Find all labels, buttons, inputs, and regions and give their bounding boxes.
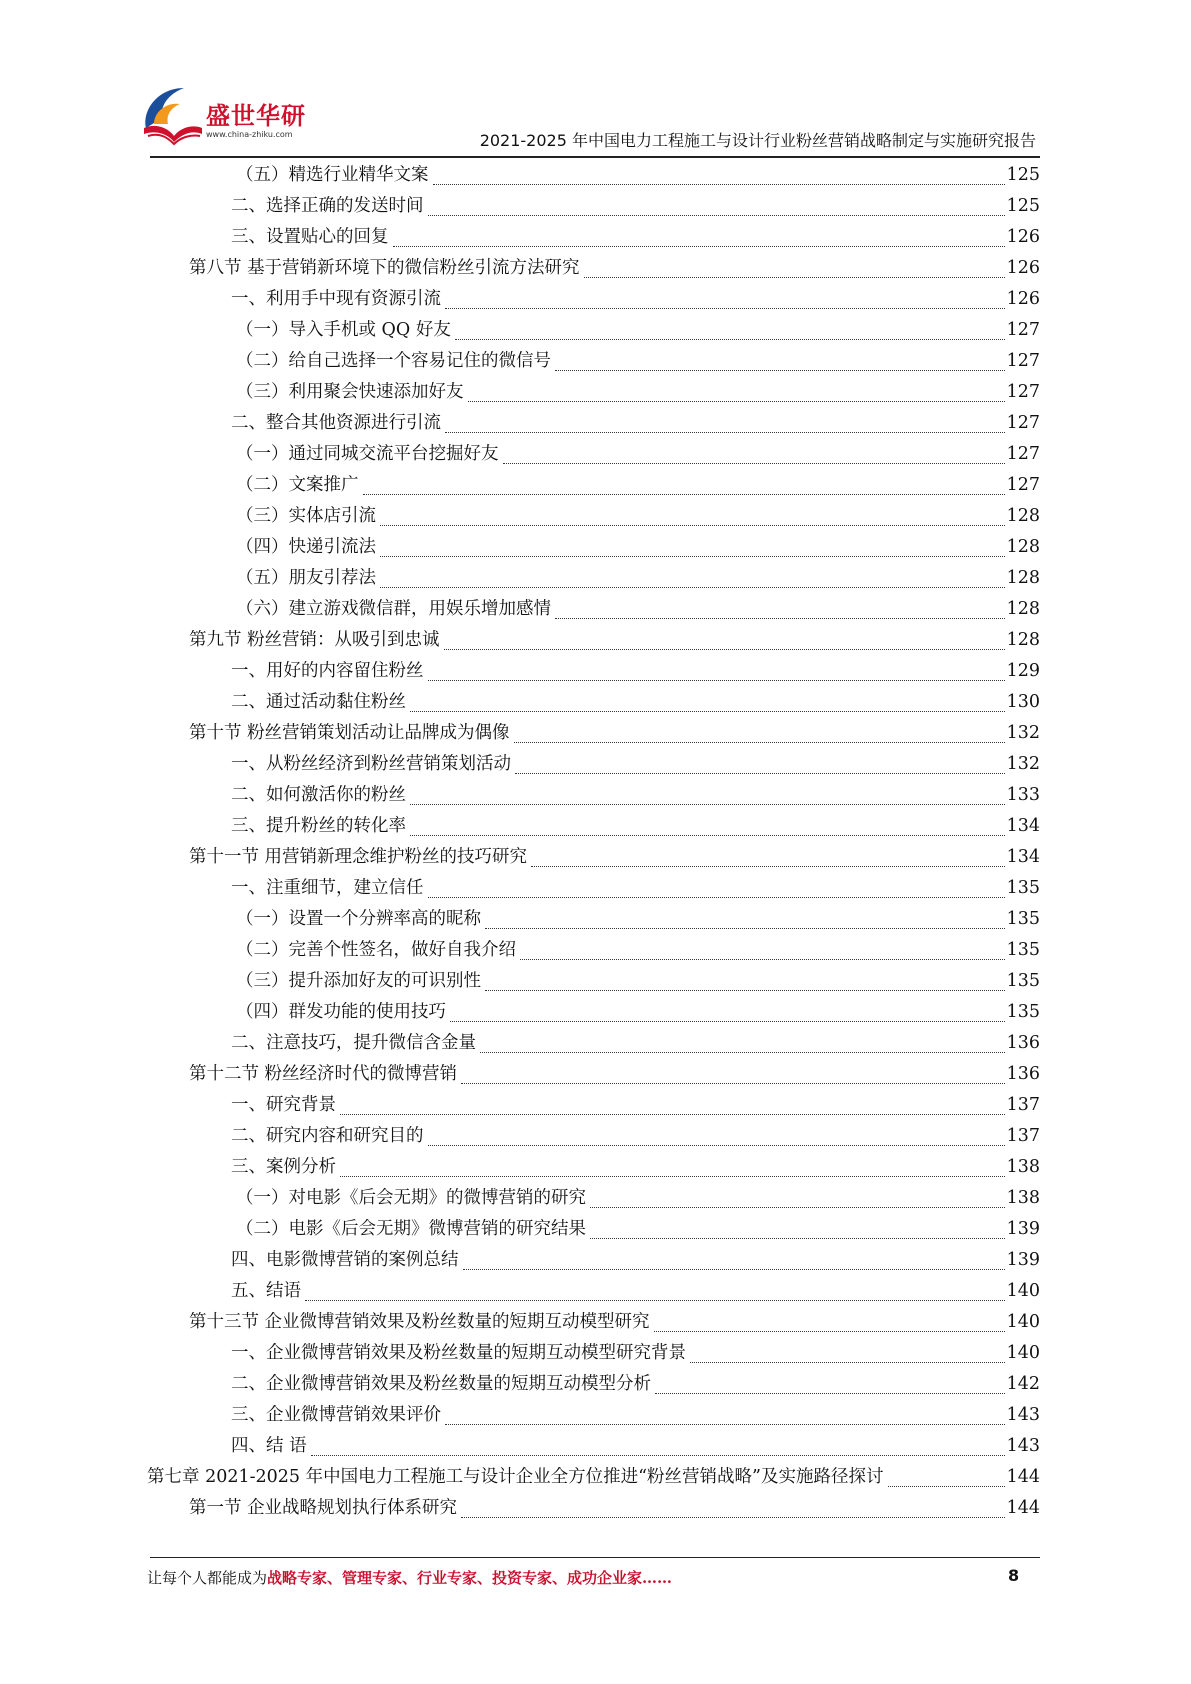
toc-entry-title: 五、结语 bbox=[231, 1281, 301, 1301]
toc-entry[interactable] bbox=[236, 439, 1040, 470]
toc-leader-dots bbox=[480, 1052, 1005, 1053]
toc-entry-title: （一）设置一个分辨率高的昵称 bbox=[236, 909, 481, 929]
toc-leader-dots bbox=[485, 928, 1005, 929]
toc-entry-title: 第八节 基于营销新环境下的微信粉丝引流方法研究 bbox=[189, 258, 580, 278]
company-logo bbox=[140, 84, 320, 154]
toc-entry-page: 128 bbox=[1006, 630, 1040, 650]
toc-entry[interactable] bbox=[231, 780, 1040, 811]
toc-entry-page: 137 bbox=[1006, 1126, 1040, 1146]
toc-entry-title: （二）给自己选择一个容易记住的微信号 bbox=[236, 351, 551, 371]
toc-leader-dots bbox=[520, 959, 1005, 960]
toc-entry[interactable] bbox=[231, 408, 1040, 439]
toc-entry-page: 143 bbox=[1006, 1405, 1040, 1425]
toc-entry-title: 第七章 2021-2025 年中国电力工程施工与设计企业全方位推进“粉丝营销战略”及实施路径探讨 bbox=[147, 1467, 884, 1487]
toc-entry-title: 第一节 企业战略规划执行体系研究 bbox=[189, 1498, 458, 1518]
toc-entry[interactable] bbox=[236, 966, 1040, 997]
toc-leader-dots bbox=[428, 215, 1005, 216]
toc-entry-page: 133 bbox=[1006, 785, 1040, 805]
toc-entry-page: 135 bbox=[1006, 940, 1040, 960]
toc-entry-page: 134 bbox=[1006, 816, 1040, 836]
toc-entry[interactable] bbox=[231, 222, 1040, 253]
toc-entry-page: 127 bbox=[1006, 444, 1040, 464]
toc-entry-title: （四）快递引流法 bbox=[236, 537, 376, 557]
toc-leader-dots bbox=[461, 1083, 1005, 1084]
toc-entry-page: 127 bbox=[1006, 351, 1040, 371]
toc-entry-title: 三、提升粉丝的转化率 bbox=[231, 816, 406, 836]
footer-slogan bbox=[147, 1567, 672, 1588]
toc-entry-page: 135 bbox=[1006, 878, 1040, 898]
toc-entry-title: 第十三节 企业微博营销效果及粉丝数量的短期互动模型研究 bbox=[189, 1312, 650, 1332]
toc-leader-dots bbox=[514, 742, 1005, 743]
toc-entry-title: （三）提升添加好友的可识别性 bbox=[236, 971, 481, 991]
toc-entry-page: 132 bbox=[1006, 723, 1040, 743]
toc-entry-page: 144 bbox=[1006, 1467, 1040, 1487]
toc-entry[interactable] bbox=[189, 842, 1040, 873]
toc-entry-title: （三）利用聚会快速添加好友 bbox=[236, 382, 464, 402]
toc-leader-dots bbox=[450, 1021, 1005, 1022]
toc-entry[interactable] bbox=[231, 1400, 1040, 1431]
toc-entry-title: 第九节 粉丝营销：从吸引到忠诚 bbox=[189, 630, 440, 650]
toc-entry-page: 135 bbox=[1006, 1002, 1040, 1022]
toc-entry-page: 128 bbox=[1006, 537, 1040, 557]
toc-entry-page: 140 bbox=[1006, 1312, 1040, 1332]
page-number: 8 bbox=[1008, 1566, 1020, 1585]
toc-entry-page: 143 bbox=[1006, 1436, 1040, 1456]
toc-entry-title: 一、从粉丝经济到粉丝营销策划活动 bbox=[231, 754, 511, 774]
toc-entry-title: 二、整合其他资源进行引流 bbox=[231, 413, 441, 433]
toc-entry-page: 125 bbox=[1006, 196, 1040, 216]
toc-entry[interactable] bbox=[189, 625, 1040, 656]
toc-entry[interactable] bbox=[236, 532, 1040, 563]
toc-leader-dots bbox=[463, 1269, 1005, 1270]
toc-leader-dots bbox=[410, 804, 1005, 805]
slogan-highlight: 战略专家、管理专家、行业专家、投资专家、成功企业家…… bbox=[267, 1569, 673, 1587]
toc-leader-dots bbox=[461, 1517, 1005, 1518]
toc-leader-dots bbox=[888, 1486, 1005, 1487]
toc-entry[interactable] bbox=[236, 315, 1040, 346]
toc-entry-title: 二、如何激活你的粉丝 bbox=[231, 785, 406, 805]
report-title: 2021-2025 年中国电力工程施工与设计行业粉丝营销战略制定与实施研究报告 bbox=[479, 131, 1036, 150]
toc-entry[interactable] bbox=[189, 253, 1040, 284]
toc-leader-dots bbox=[455, 339, 1005, 340]
toc-entry-page: 140 bbox=[1006, 1281, 1040, 1301]
toc-leader-dots bbox=[445, 1424, 1005, 1425]
toc-entry-page: 136 bbox=[1006, 1033, 1040, 1053]
toc-leader-dots bbox=[468, 401, 1005, 402]
toc-entry-title: （四）群发功能的使用技巧 bbox=[236, 1002, 446, 1022]
toc-leader-dots bbox=[410, 711, 1005, 712]
toc-entry[interactable] bbox=[236, 594, 1040, 625]
toc-entry-page: 128 bbox=[1006, 599, 1040, 619]
toc-leader-dots bbox=[655, 1393, 1005, 1394]
toc-entry[interactable] bbox=[236, 1183, 1040, 1214]
toc-entry[interactable] bbox=[189, 1493, 1040, 1524]
toc-entry-title: 四、电影微博营销的案例总结 bbox=[231, 1250, 459, 1270]
toc-entry[interactable] bbox=[231, 1245, 1040, 1276]
toc-leader-dots bbox=[393, 246, 1005, 247]
toc-entry-title: 二、通过活动黏住粉丝 bbox=[231, 692, 406, 712]
toc-leader-dots bbox=[445, 308, 1005, 309]
toc-entry-title: （六）建立游戏微信群，用娱乐增加感情 bbox=[236, 599, 551, 619]
toc-entry[interactable] bbox=[236, 501, 1040, 532]
toc-entry-page: 135 bbox=[1006, 971, 1040, 991]
slogan-lead: 让每个人都能成为 bbox=[147, 1569, 268, 1587]
toc-entry-page: 127 bbox=[1006, 413, 1040, 433]
toc-entry-page: 139 bbox=[1006, 1219, 1040, 1239]
toc-entry-page: 140 bbox=[1006, 1343, 1040, 1363]
toc-entry-title: 三、企业微博营销效果评价 bbox=[231, 1405, 441, 1425]
logo-icon bbox=[140, 84, 204, 146]
toc-entry-title: 二、研究内容和研究目的 bbox=[231, 1126, 424, 1146]
toc-entry-page: 138 bbox=[1006, 1188, 1040, 1208]
toc-leader-dots bbox=[445, 432, 1005, 433]
toc-entry-page: 126 bbox=[1006, 289, 1040, 309]
toc-leader-dots bbox=[485, 990, 1005, 991]
toc-entry-page: 126 bbox=[1006, 227, 1040, 247]
toc-entry-page: 138 bbox=[1006, 1157, 1040, 1177]
toc-entry[interactable] bbox=[231, 656, 1040, 687]
toc-entry-page: 144 bbox=[1006, 1498, 1040, 1518]
toc-entry-page: 137 bbox=[1006, 1095, 1040, 1115]
footer-divider bbox=[150, 1557, 1040, 1558]
toc-entry-title: （五）精选行业精华文案 bbox=[236, 165, 429, 185]
toc-entry[interactable] bbox=[236, 377, 1040, 408]
toc-entry-page: 139 bbox=[1006, 1250, 1040, 1270]
toc-leader-dots bbox=[428, 897, 1005, 898]
toc-entry-title: （五）朋友引荐法 bbox=[236, 568, 376, 588]
toc-leader-dots bbox=[380, 556, 1005, 557]
toc-entry-title: 二、注意技巧，提升微信含金量 bbox=[231, 1033, 476, 1053]
toc-entry-title: （一）对电影《后会无期》的微博营销的研究 bbox=[236, 1188, 586, 1208]
toc-entry[interactable] bbox=[147, 1462, 1040, 1493]
header-divider bbox=[150, 156, 1040, 158]
toc-leader-dots bbox=[531, 866, 1005, 867]
toc-leader-dots bbox=[515, 773, 1005, 774]
toc-entry-title: （二）电影《后会无期》微博营销的研究结果 bbox=[236, 1219, 586, 1239]
toc-leader-dots bbox=[555, 618, 1005, 619]
toc-entry-title: 四、结 语 bbox=[231, 1436, 307, 1456]
toc-entry-title: 第十一节 用营销新理念维护粉丝的技巧研究 bbox=[189, 847, 528, 867]
toc-entry-title: 第十节 粉丝营销策划活动让品牌成为偶像 bbox=[189, 723, 510, 743]
toc-leader-dots bbox=[503, 463, 1005, 464]
toc-leader-dots bbox=[433, 184, 1005, 185]
toc-entry-page: 134 bbox=[1006, 847, 1040, 867]
toc-entry[interactable] bbox=[231, 1121, 1040, 1152]
toc-leader-dots bbox=[590, 1238, 1005, 1239]
toc-entry[interactable] bbox=[231, 1276, 1040, 1307]
toc-entry-page: 142 bbox=[1006, 1374, 1040, 1394]
toc-entry-title: （二）完善个性签名，做好自我介绍 bbox=[236, 940, 516, 960]
toc-entry[interactable] bbox=[231, 1152, 1040, 1183]
toc-entry[interactable] bbox=[231, 1338, 1040, 1369]
toc-leader-dots bbox=[305, 1300, 1005, 1301]
toc-entry[interactable] bbox=[236, 904, 1040, 935]
toc-entry-page: 127 bbox=[1006, 382, 1040, 402]
toc-entry-title: （一）导入手机或 QQ 好友 bbox=[236, 320, 451, 340]
brand-url: www.china-zhiku.com bbox=[206, 130, 293, 139]
toc-entry-title: 二、选择正确的发送时间 bbox=[231, 196, 424, 216]
toc-entry-page: 128 bbox=[1006, 568, 1040, 588]
toc-entry-title: 三、案例分析 bbox=[231, 1157, 336, 1177]
toc-entry[interactable] bbox=[236, 997, 1040, 1028]
toc-leader-dots bbox=[340, 1114, 1005, 1115]
toc-entry[interactable] bbox=[231, 1090, 1040, 1121]
toc-entry-title: 二、企业微博营销效果及粉丝数量的短期互动模型分析 bbox=[231, 1374, 651, 1394]
toc-entry[interactable] bbox=[231, 284, 1040, 315]
page-header bbox=[0, 0, 1191, 160]
toc-entry-title: 一、用好的内容留住粉丝 bbox=[231, 661, 424, 681]
toc-leader-dots bbox=[340, 1176, 1005, 1177]
toc-entry-title: （三）实体店引流 bbox=[236, 506, 376, 526]
toc-entry[interactable] bbox=[236, 470, 1040, 501]
toc-entry-title: 第十二节 粉丝经济时代的微博营销 bbox=[189, 1064, 458, 1084]
toc-entry[interactable] bbox=[231, 1369, 1040, 1400]
toc-entry[interactable] bbox=[236, 935, 1040, 966]
toc-entry[interactable] bbox=[231, 1431, 1040, 1462]
toc-entry-page: 136 bbox=[1006, 1064, 1040, 1084]
toc-entry-page: 135 bbox=[1006, 909, 1040, 929]
toc-leader-dots bbox=[380, 525, 1005, 526]
toc-entry-page: 130 bbox=[1006, 692, 1040, 712]
toc-entry-title: （二）文案推广 bbox=[236, 475, 359, 495]
brand-name: 盛世华研 bbox=[206, 102, 306, 130]
toc-entry-title: 一、利用手中现有资源引流 bbox=[231, 289, 441, 309]
toc-entry[interactable] bbox=[231, 811, 1040, 842]
toc-entry[interactable] bbox=[236, 160, 1040, 191]
toc-leader-dots bbox=[380, 587, 1005, 588]
toc-leader-dots bbox=[584, 277, 1005, 278]
toc-leader-dots bbox=[311, 1455, 1005, 1456]
toc-leader-dots bbox=[654, 1331, 1005, 1332]
toc-entry-page: 129 bbox=[1006, 661, 1040, 681]
toc-entry-page: 127 bbox=[1006, 320, 1040, 340]
toc-leader-dots bbox=[690, 1362, 1005, 1363]
toc-entry-page: 125 bbox=[1006, 165, 1040, 185]
toc-entry[interactable] bbox=[236, 563, 1040, 594]
toc-leader-dots bbox=[555, 370, 1005, 371]
toc-entry[interactable] bbox=[189, 718, 1040, 749]
toc-entry[interactable] bbox=[236, 346, 1040, 377]
toc-entry-title: 一、企业微博营销效果及粉丝数量的短期互动模型研究背景 bbox=[231, 1343, 686, 1363]
toc-entry[interactable] bbox=[231, 687, 1040, 718]
toc-leader-dots bbox=[428, 1145, 1005, 1146]
toc-entry[interactable] bbox=[189, 1307, 1040, 1338]
toc-entry-title: 三、设置贴心的回复 bbox=[231, 227, 389, 247]
toc-entry[interactable] bbox=[231, 191, 1040, 222]
toc-entry-title: 一、研究背景 bbox=[231, 1095, 336, 1115]
toc-leader-dots bbox=[363, 494, 1005, 495]
toc-entry-title: （一）通过同城交流平台挖掘好友 bbox=[236, 444, 499, 464]
toc-leader-dots bbox=[590, 1207, 1005, 1208]
toc-entry[interactable] bbox=[236, 1214, 1040, 1245]
toc-entry-page: 128 bbox=[1006, 506, 1040, 526]
toc-entry[interactable] bbox=[189, 1059, 1040, 1090]
toc-entry[interactable] bbox=[231, 749, 1040, 780]
toc-entry-title: 一、注重细节，建立信任 bbox=[231, 878, 424, 898]
toc-leader-dots bbox=[410, 835, 1005, 836]
toc-entry-page: 132 bbox=[1006, 754, 1040, 774]
toc-entry[interactable] bbox=[231, 1028, 1040, 1059]
toc-entry-page: 127 bbox=[1006, 475, 1040, 495]
toc-leader-dots bbox=[428, 680, 1005, 681]
toc-entry[interactable] bbox=[231, 873, 1040, 904]
toc-entry-page: 126 bbox=[1006, 258, 1040, 278]
toc-leader-dots bbox=[444, 649, 1005, 650]
